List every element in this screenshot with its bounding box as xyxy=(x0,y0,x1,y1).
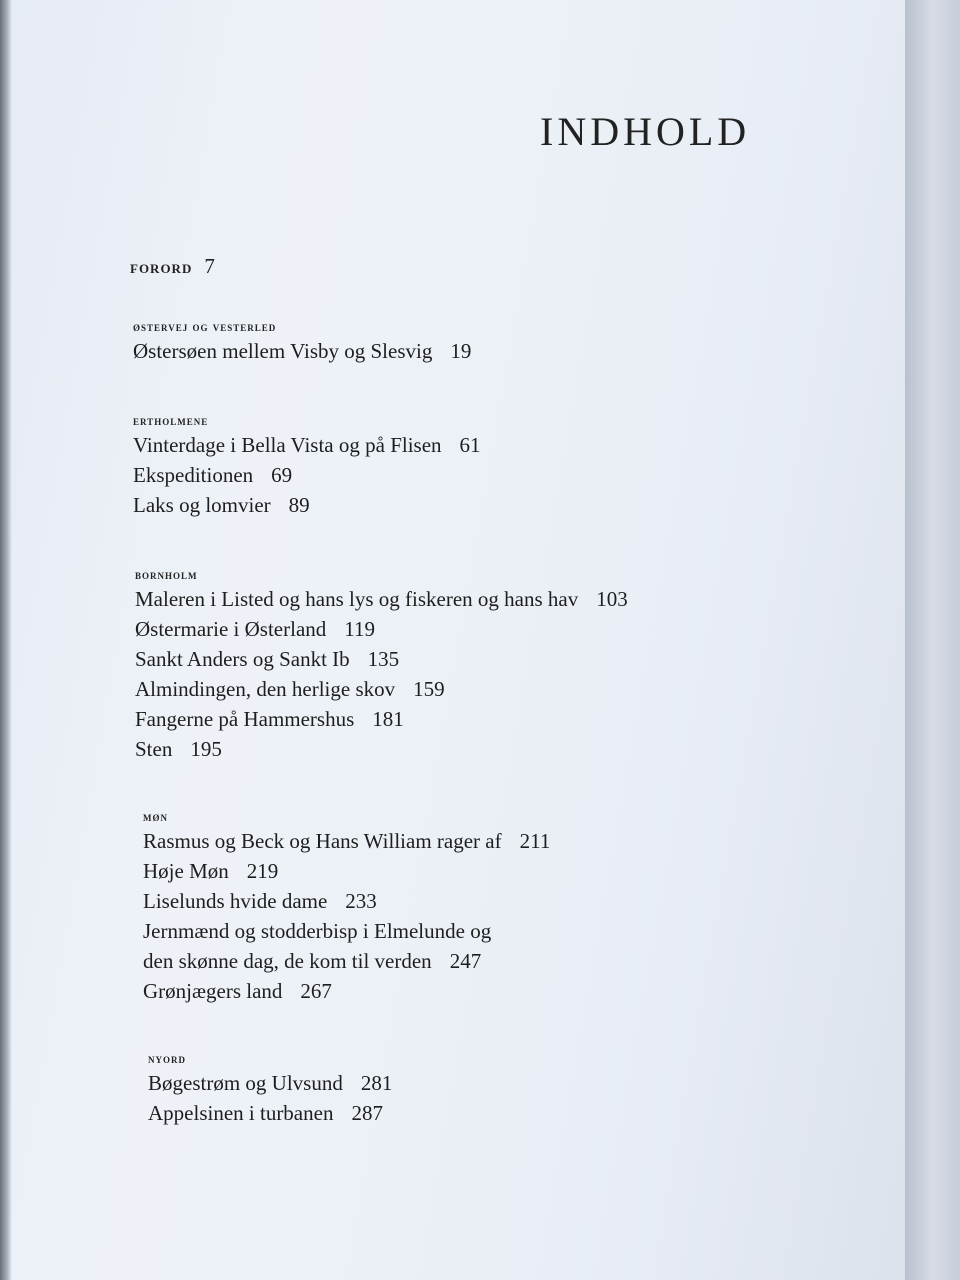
toc-entry xyxy=(135,614,628,644)
entry-title: Bøgestrøm og Ulvsund xyxy=(148,1071,343,1095)
entry-page: 135 xyxy=(367,647,400,671)
entry-page: 181 xyxy=(372,707,404,731)
entry-page: 267 xyxy=(300,979,332,1003)
toc-entry xyxy=(143,976,550,1006)
entry-title: Rasmus og Beck og Hans William rager af xyxy=(143,829,502,853)
toc-entry xyxy=(133,336,471,366)
entry-page: 233 xyxy=(345,889,377,913)
toc-entry xyxy=(135,734,628,764)
toc-entry xyxy=(135,704,628,734)
toc-entry xyxy=(143,886,550,916)
entry-title: Sankt Anders og Sankt Ib xyxy=(135,647,350,671)
entry-title: Almindingen, den herlige skov xyxy=(135,677,396,701)
entry-page: 69 xyxy=(271,463,293,487)
entry-title: Jernmænd og stodderbisp i Elmelunde og xyxy=(143,919,492,943)
entry-page: 247 xyxy=(449,949,482,973)
section-bornholm xyxy=(135,566,628,764)
entry-page: 195 xyxy=(190,737,222,761)
entry-title: Appelsinen i turbanen xyxy=(148,1101,334,1125)
forord-page: 7 xyxy=(204,254,215,278)
section-ertholmene xyxy=(133,412,481,520)
section-heading: østervej og vesterled xyxy=(133,319,277,334)
toc-entry xyxy=(133,490,481,520)
section-heading: møn xyxy=(143,809,168,824)
toc-entry xyxy=(135,584,628,614)
toc-entry xyxy=(143,856,550,886)
section-heading: bornholm xyxy=(135,567,198,582)
toc-entry xyxy=(133,430,481,460)
entry-page: 281 xyxy=(360,1071,393,1095)
entry-page: 219 xyxy=(246,859,279,883)
entry-title: Liselunds hvide dame xyxy=(143,889,328,913)
entry-title: den skønne dag, de kom til verden xyxy=(143,949,432,973)
entry-title: Fangerne på Hammershus xyxy=(135,707,355,731)
entry-page: 103 xyxy=(596,587,628,611)
entry-title: Østermarie i Østerland xyxy=(135,617,327,641)
toc-entry xyxy=(133,460,481,490)
entry-page: 61 xyxy=(459,433,481,457)
section-heading: nyord xyxy=(148,1051,186,1066)
entry-page: 19 xyxy=(450,339,472,363)
toc-entry xyxy=(143,946,550,976)
toc-entry xyxy=(143,826,550,856)
section-heading: ertholmene xyxy=(133,413,209,428)
section-mon xyxy=(143,808,550,1006)
toc-entry xyxy=(143,916,550,946)
page-title: INDHOLD xyxy=(540,109,751,154)
entry-title: Laks og lomvier xyxy=(133,493,271,517)
entry-title: Vinterdage i Bella Vista og på Flisen xyxy=(133,433,442,457)
toc-entry xyxy=(148,1068,392,1098)
entry-title: Maleren i Listed og hans lys og fiskeren og hans hav xyxy=(135,587,579,611)
section-nyord xyxy=(148,1050,392,1128)
toc-entry xyxy=(135,644,628,674)
section-ostervej xyxy=(133,318,471,366)
entry-page: 287 xyxy=(351,1101,383,1125)
toc-entry xyxy=(135,674,628,704)
entry-page: 119 xyxy=(344,617,376,641)
entry-title: Østersøen mellem Visby og Slesvig xyxy=(133,339,433,363)
entry-page: 89 xyxy=(288,493,310,517)
entry-title: Ekspeditionen xyxy=(133,463,254,487)
forord-label: FORORD xyxy=(130,261,193,276)
entry-title: Sten xyxy=(135,737,173,761)
page-edge xyxy=(905,0,960,1280)
entry-page: 211 xyxy=(519,829,551,853)
entry-title: Høje Møn xyxy=(143,859,229,883)
toc-entry xyxy=(148,1098,392,1128)
entry-title: Grønjægers land xyxy=(143,979,283,1003)
entry-page: 159 xyxy=(413,677,445,701)
